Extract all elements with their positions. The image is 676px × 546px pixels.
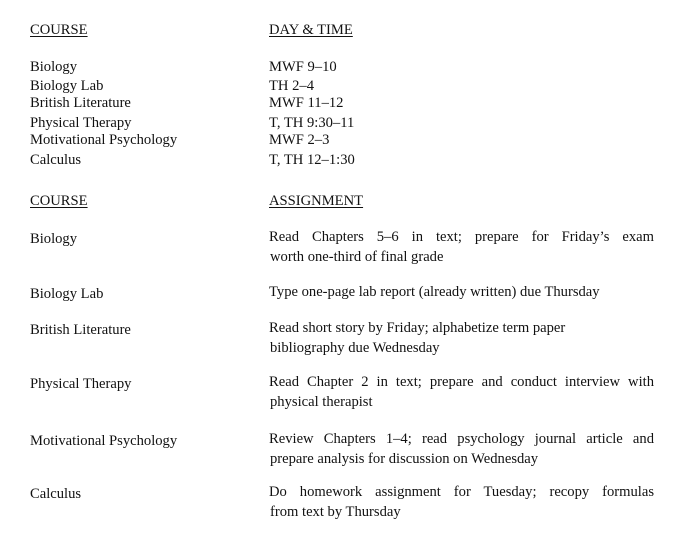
assignment-text-motivational-psychology (269, 430, 654, 469)
assignment-course-biology-lab: Biology Lab (30, 286, 104, 302)
assignment-text-calculus (269, 483, 654, 522)
assignment-line: Read Chapters 5–6 in text; prepare for Friday’s exam (269, 229, 654, 245)
assignment-line: bibliography due Wednesday (270, 339, 440, 356)
assignment-line: Read short story by Friday; alphabetize term paper (269, 320, 566, 336)
assignment-line: physical therapist (270, 393, 373, 410)
assignments-course-header: COURSE (30, 193, 88, 209)
assignment-course-motivational-psychology: Motivational Psychology (30, 433, 178, 449)
assignment-line: Read Chapter 2 in text; prepare and conduct interview with (269, 374, 654, 390)
assignment-line: worth one-third of final grade (270, 248, 444, 265)
schedule-course-british-literature: British Literature (30, 95, 131, 111)
schedule-time-physical-therapy: T, TH 9:30–11 (269, 115, 355, 131)
assignment-course-british-literature: British Literature (30, 322, 131, 338)
assignment-line: Type one-page lab report (already written) due Thursday (269, 284, 600, 300)
assignment-line: Do homework assignment for Tuesday; recopy formulas (269, 484, 654, 500)
assignment-course-calculus: Calculus (30, 486, 82, 502)
schedule-time-biology-lab: TH 2–4 (269, 78, 314, 94)
schedule-course-header: COURSE (30, 22, 88, 38)
schedule-course-physical-therapy: Physical Therapy (30, 115, 132, 131)
assignment-text-physical-therapy (269, 373, 654, 412)
assignment-text-biology (269, 228, 654, 267)
schedule-course-motivational-psychology: Motivational Psychology (30, 132, 178, 148)
schedule-day-time-header: DAY & TIME (269, 22, 353, 38)
assignment-line: prepare analysis for discussion on Wednesday (270, 450, 539, 467)
schedule-time-calculus: T, TH 12–1:30 (269, 152, 355, 168)
schedule-time-biology: MWF 9–10 (269, 59, 337, 75)
schedule-time-british-literature: MWF 11–12 (269, 95, 344, 111)
assignment-text-british-literature (269, 319, 654, 358)
assignment-text-biology-lab (269, 283, 654, 303)
assignment-line: Review Chapters 1–4; read psychology journal article and (269, 431, 654, 447)
assignment-course-physical-therapy: Physical Therapy (30, 376, 132, 392)
schedule-course-biology: Biology (30, 59, 78, 75)
schedule-course-biology-lab: Biology Lab (30, 78, 104, 94)
assignment-course-biology: Biology (30, 231, 78, 247)
schedule-time-motivational-psychology: MWF 2–3 (269, 132, 330, 148)
assignment-line: from text by Thursday (270, 503, 401, 520)
assignments-assignment-header: ASSIGNMENT (269, 193, 364, 209)
schedule-course-calculus: Calculus (30, 152, 82, 168)
